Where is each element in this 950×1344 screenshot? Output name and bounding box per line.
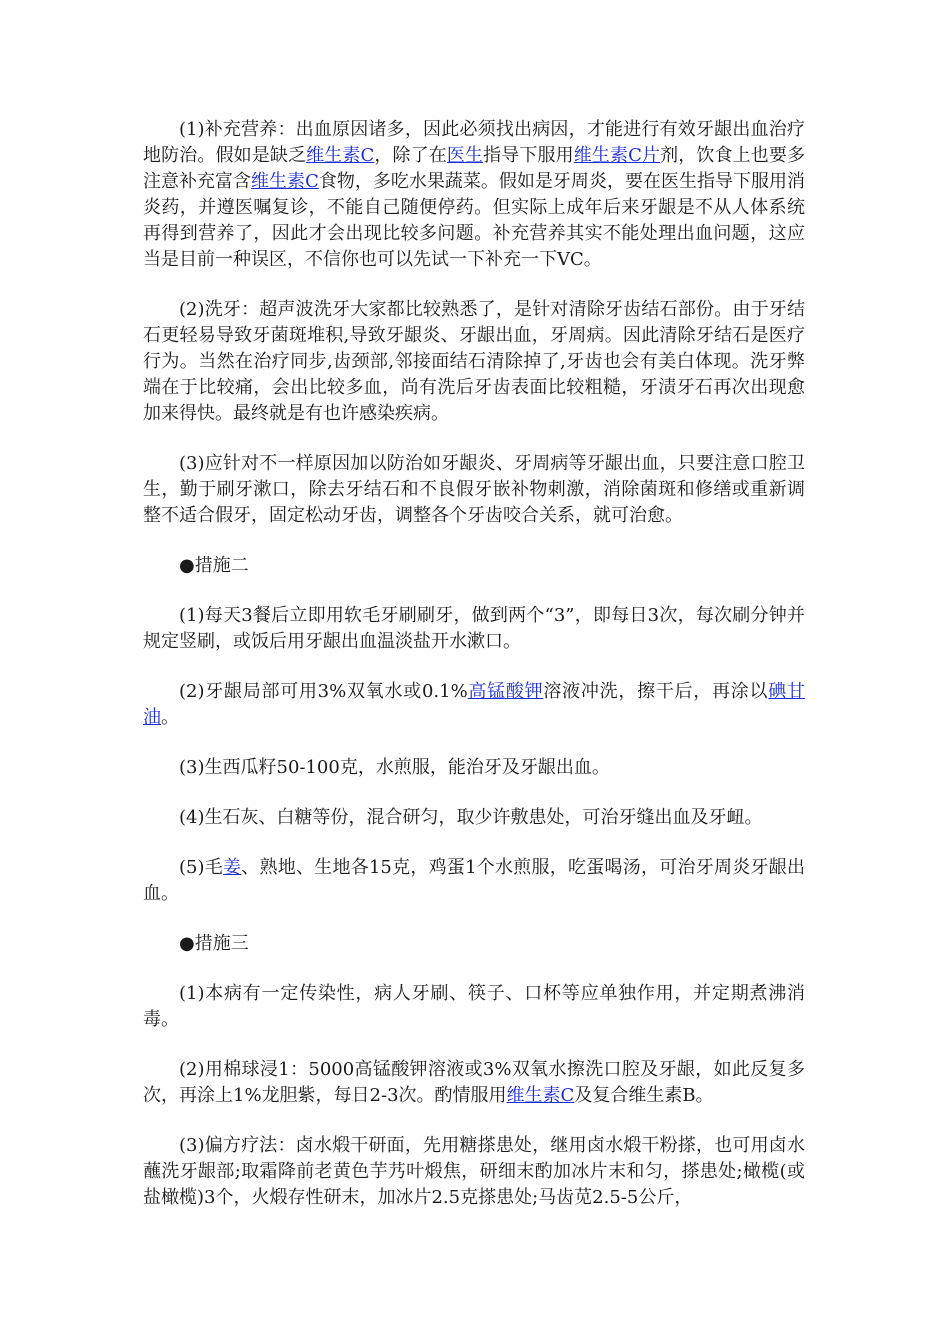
text-segment: (5)毛: [179, 857, 223, 878]
text-segment: 、熟地、生地各15克，鸡蛋1个水煎服，吃蛋喝汤，可治牙周炎牙龈出血。: [143, 857, 806, 904]
paragraph: [143, 297, 805, 427]
paragraph: [143, 805, 805, 831]
text-segment: (1)每天3餐后立即用软毛牙刷刷牙，做到两个“3”，即每日3次，每次刷分钟并规定竖刷，或饭后用牙龈出血温淡盐开水漱口。: [143, 605, 805, 652]
paragraph: [143, 679, 805, 731]
paragraph: [143, 1057, 805, 1109]
inline-link[interactable]: 维生素C: [506, 1085, 575, 1106]
text-segment: ，除了在: [374, 145, 447, 166]
text-segment: (2)洗牙：超声波洗牙大家都比较熟悉了，是针对清除牙齿结石部份。由于牙结石更轻易导致牙菌斑堆积,导致牙龈炎、牙龈出血，牙周病。因此清除牙结石是医疗行为。当然在治疗同步,齿颈部,邻接面结石清除掉了,牙齿也会有美白体现。洗牙弊端在于比较痛，会出比较多血，尚有洗后牙齿表面比较粗糙，牙渍牙石再次出现愈加来得快。最终就是有也许感染疾病。: [143, 299, 805, 424]
text-segment: ●措施三: [179, 933, 249, 954]
text-segment: ●措施二: [179, 555, 249, 576]
text-segment: 。: [161, 707, 179, 728]
inline-link[interactable]: 医生: [446, 145, 484, 166]
paragraph: [143, 117, 805, 273]
text-segment: (3)偏方疗法：卤水煅干研面，先用糖搽患处，继用卤水煅干粉搽，也可用卤水蘸洗牙龈部;取霜降前老黄色芋艿叶煅焦，研细末酌加冰片末和匀，搽患处;橄榄(或盐橄榄)3个，火煅存性研末，加冰片2.5克搽患处;马齿苋2.5-5公斤，: [143, 1135, 805, 1208]
text-segment: (3)生西瓜籽50-100克，水煎服，能治牙及牙龈出血。: [179, 757, 610, 778]
paragraph: [143, 855, 805, 907]
inline-link[interactable]: 维生素C: [306, 145, 375, 166]
text-segment: 食物，多吃水果蔬菜。假如是牙周炎，要在医生指导下服用消炎药，并遵医嘱复诊，不能自己随便停药。但实际上成年后来牙龈是不从人体系统再得到营养了，因此才会出现比较多问题。补充营养其实不能处理出血问题，这应当是目前一种误区，不信你也可以先试一下补充一下VC。: [143, 171, 806, 270]
paragraph: [143, 981, 805, 1033]
text-segment: (1)本病有一定传染性，病人牙刷、筷子、口杯等应单独作用，并定期煮沸消毒。: [143, 983, 805, 1030]
inline-link[interactable]: 高锰酸钾: [467, 681, 544, 702]
text-segment: (4)生石灰、白糖等份，混合研匀，取少许敷患处，可治牙缝出血及牙衄。: [179, 807, 763, 828]
text-segment: 溶液冲洗，擦干后，再涂以: [543, 681, 769, 702]
inline-link[interactable]: 碘甘油: [143, 681, 806, 728]
text-segment: (2)牙龈局部可用3%双氧水或0.1%: [179, 681, 468, 702]
inline-link[interactable]: 维生素C片: [573, 145, 661, 166]
section-heading: [143, 931, 805, 957]
text-segment: 及复合维生素B。: [574, 1085, 714, 1106]
text-segment: 剂，饮食上也要多注意补充富含: [143, 145, 806, 192]
text-segment: (3)应针对不一样原因加以防治如牙龈炎、牙周病等牙龈出血，只要注意口腔卫生，勤于刷牙漱口，除去牙结石和不良假牙嵌补物刺激，消除菌斑和修缮或重新调整不适合假牙，固定松动牙齿，调整各个牙齿咬合关系，就可治愈。: [143, 453, 805, 526]
section-heading: [143, 553, 805, 579]
inline-link[interactable]: 维生素C: [251, 171, 319, 192]
inline-link[interactable]: 姜: [223, 857, 242, 878]
paragraph: [143, 755, 805, 781]
text-segment: (1)补充营养：出血原因诸多，因此必须找出病因，才能进行有效牙龈出血治疗地防治。假如是缺乏: [143, 119, 805, 166]
paragraph: [143, 1133, 805, 1211]
paragraph: [143, 451, 805, 529]
document-body: [143, 117, 805, 1235]
paragraph: [143, 603, 805, 655]
text-segment: (2)用棉球浸1：5000高锰酸钾溶液或3%双氧水擦洗口腔及牙龈，如此反复多次，再涂上1%龙胆紫，每日2-3次。酌情服用: [143, 1059, 805, 1106]
text-segment: 指导下服用: [483, 145, 574, 166]
